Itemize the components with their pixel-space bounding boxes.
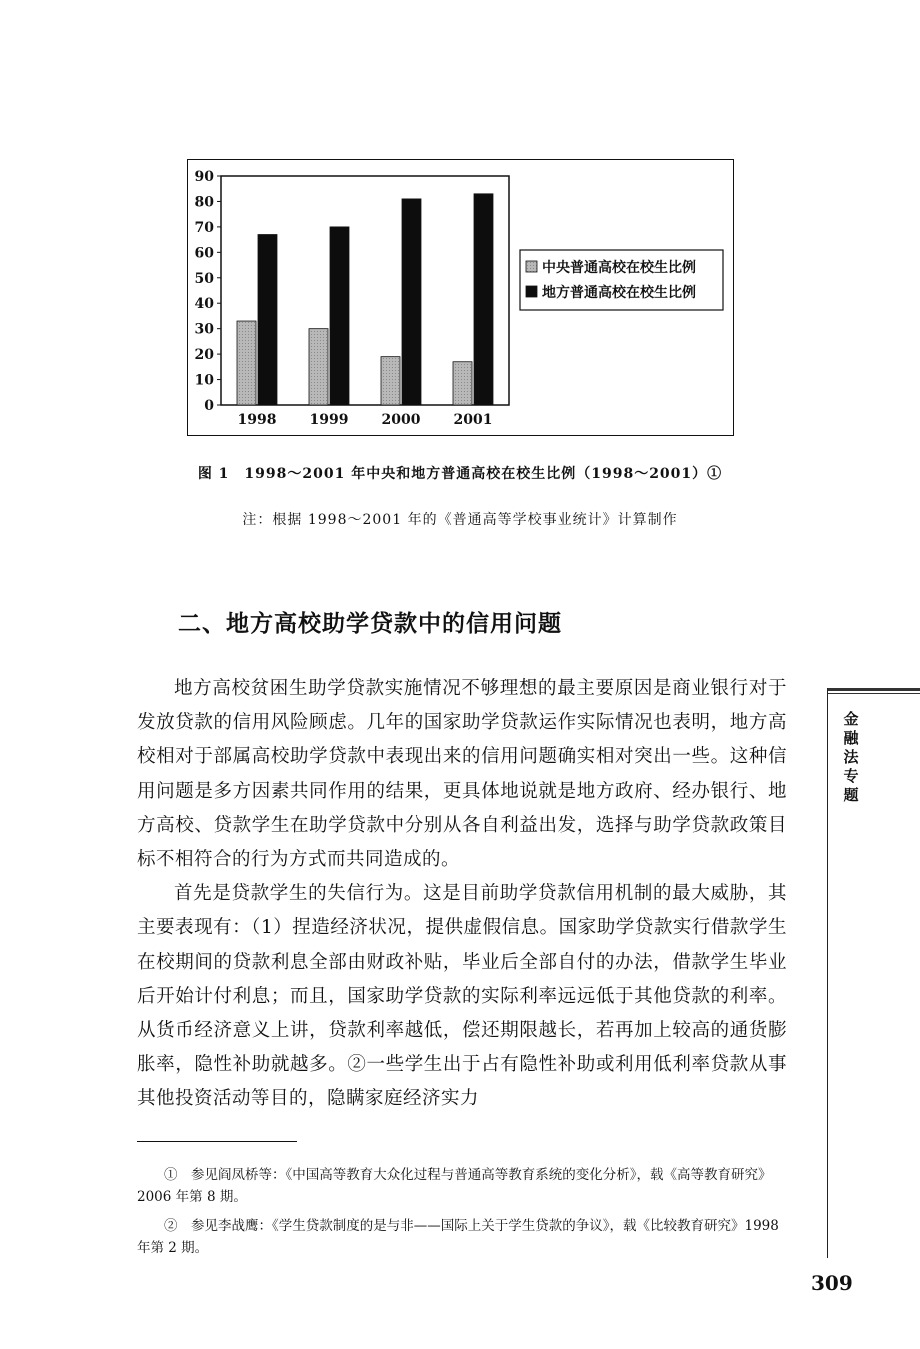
y-tick-label: 90	[194, 169, 214, 185]
legend-label: 中央普通高校在校生比例	[542, 260, 696, 276]
legend-swatch	[526, 286, 537, 297]
legend-label: 地方普通高校在校生比例	[542, 285, 696, 301]
paragraph: 地方高校贫困生助学贷款实施情况不够理想的最主要原因是商业银行对于发放贷款的信用风险顾虑。几年的国家助学贷款运作实际情况也表明，地方高校相对于部属高校助学贷款中表现出来的信用问题确实相对突出一些。这种信用问题是多方因素共同作用的结果，更具体地说就是地方政府、经办银行、地方高校、贷款学生在助学贷款中分别从各自利益出发，选择与助学贷款政策目标不相符合的行为方式而共同造成的。	[137, 678, 787, 871]
side-tab-rule	[828, 688, 920, 691]
y-tick-label: 70	[194, 219, 214, 236]
x-tick-label: 1999	[309, 412, 349, 428]
bar-central	[381, 357, 400, 405]
chart-svg	[188, 160, 733, 435]
bar-local	[258, 235, 277, 405]
legend-swatch	[526, 261, 537, 272]
side-tab	[827, 688, 920, 1258]
body-text	[137, 672, 787, 1117]
bar-local	[474, 194, 493, 405]
x-tick-label: 1998	[237, 412, 277, 428]
legend-box	[520, 250, 723, 310]
section-title: 二、地方高校助学贷款中的信用问题	[178, 611, 562, 637]
figure-caption: 图 1 1998～2001 年中央和地方普通高校在校生比例（1998～2001）①	[197, 466, 723, 482]
y-tick-label: 30	[194, 321, 214, 338]
footnote: ② 参见李战鹰：《学生贷款制度的是与非——国际上关于学生贷款的争议》，载《比较教育研究》1998 年第 2 期。	[137, 1218, 779, 1256]
figure-note: 注：根据 1998～2001 年的《普通高等学校事业统计》计算制作	[242, 512, 678, 528]
side-tab-rule	[828, 693, 920, 694]
y-tick-label: 40	[194, 296, 214, 313]
y-tick-label: 60	[194, 245, 214, 262]
y-tick-label: 10	[194, 372, 214, 389]
bar-local	[330, 227, 349, 405]
y-tick-label: 20	[194, 347, 214, 364]
footnote: ① 参见阎凤桥等：《中国高等教育大众化过程与普通高等教育系统的变化分析》，载《高等教育研究》2006 年第 8 期。	[137, 1167, 772, 1205]
x-tick-label: 2001	[453, 412, 493, 428]
x-tick-label: 2000	[381, 412, 421, 428]
page-number: 309	[811, 1271, 853, 1295]
footnotes	[137, 1164, 787, 1266]
bar-central	[453, 362, 472, 405]
bar-chart	[187, 159, 734, 436]
paragraph: 首先是贷款学生的失信行为。这是目前助学贷款信用机制的最大威胁，其主要表现有：（1）捏造经济状况，提供虚假信息。国家助学贷款实行借款学生在校期间的贷款利息全部由财政补贴，毕业后全部自付的办法，借款学生毕业后开始计付利息；而且，国家助学贷款的实际利率远远低于其他贷款的利率。从货币经济意义上讲，贷款利率越低，偿还期限越长，若再加上较高的通货膨胀率，隐性补助就越多。②一些学生出于占有隐性补助或利用低利率贷款从事其他投资活动等目的，隐瞒家庭经济实力	[137, 883, 787, 1110]
y-tick-label: 0	[204, 398, 214, 414]
bar-central	[309, 329, 328, 405]
y-tick-label: 80	[194, 194, 214, 211]
bar-central	[237, 321, 256, 405]
side-tab-label: 金融法专题	[843, 710, 859, 804]
footnote-divider	[137, 1141, 297, 1142]
bar-local	[402, 199, 421, 405]
y-tick-label: 50	[194, 270, 214, 287]
